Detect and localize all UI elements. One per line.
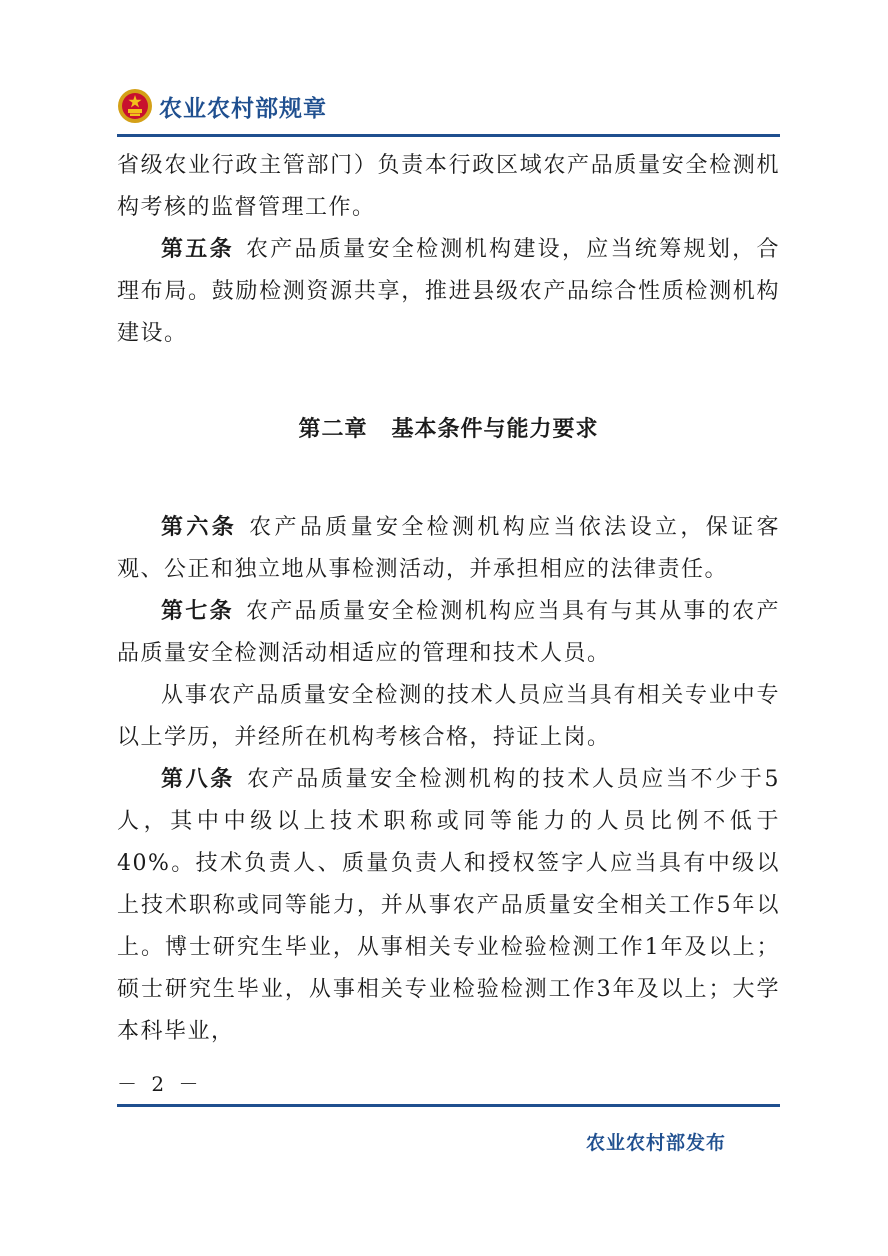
page-header xyxy=(117,88,327,124)
article-6 xyxy=(117,507,780,591)
chapter-title: 基本条件与能力要求 xyxy=(391,417,599,442)
article-8 xyxy=(117,759,780,1053)
article-text: 农产品质量安全检测机构应当依法设立，保证客观、公正和独立地从事检测活动，并承担相应的法律责任。 xyxy=(117,515,780,582)
brand-title: 农业农村部规章 xyxy=(159,95,327,122)
header-divider xyxy=(117,134,780,137)
article-text: 农产品质量安全检测机构应当具有与其从事的农产品质量安全检测活动相适应的管理和技术人员。 xyxy=(117,599,780,666)
footer-divider xyxy=(117,1104,780,1107)
publisher-label: 农业农村部发布 xyxy=(585,1132,726,1154)
page-number: － 2 － xyxy=(117,1072,203,1096)
article-5 xyxy=(117,229,780,355)
article-7 xyxy=(117,591,780,675)
chapter-heading xyxy=(117,409,780,451)
article-label: 第五条 xyxy=(161,237,234,262)
paragraph-continuation: 省级农业行政主管部门）负责本行政区域农产品质量安全检测机构考核的监督管理工作。 xyxy=(117,153,780,220)
article-text: 农产品质量安全检测机构的技术人员应当不少于5人，其中中级以上技术职称或同等能力的人员比例不低于40%。技术负责人、质量负责人和授权签字人应当具有中级以上技术职称或同等能力，并从事农产品质量安全相关工作5年以上。博士研究生毕业，从事相关专业检验检测工作1年及以上；硕士研究生毕业，从事相关专业检验检测工作3年及以上；大学本科毕业， xyxy=(117,767,780,1044)
article-7-paragraph-2: 从事农产品质量安全检测的技术人员应当具有相关专业中专以上学历，并经所在机构考核合格，持证上岗。 xyxy=(117,683,780,750)
chapter-number: 第二章 xyxy=(298,417,368,442)
article-label: 第六条 xyxy=(161,515,238,540)
article-text: 农产品质量安全检测机构建设，应当统筹规划，合理布局。鼓励检测资源共享，推进县级农产品综合性质检测机构建设。 xyxy=(117,237,780,346)
article-label: 第七条 xyxy=(161,599,234,624)
national-emblem-icon xyxy=(117,88,153,124)
document-body xyxy=(117,145,780,1053)
article-label: 第八条 xyxy=(161,767,235,792)
